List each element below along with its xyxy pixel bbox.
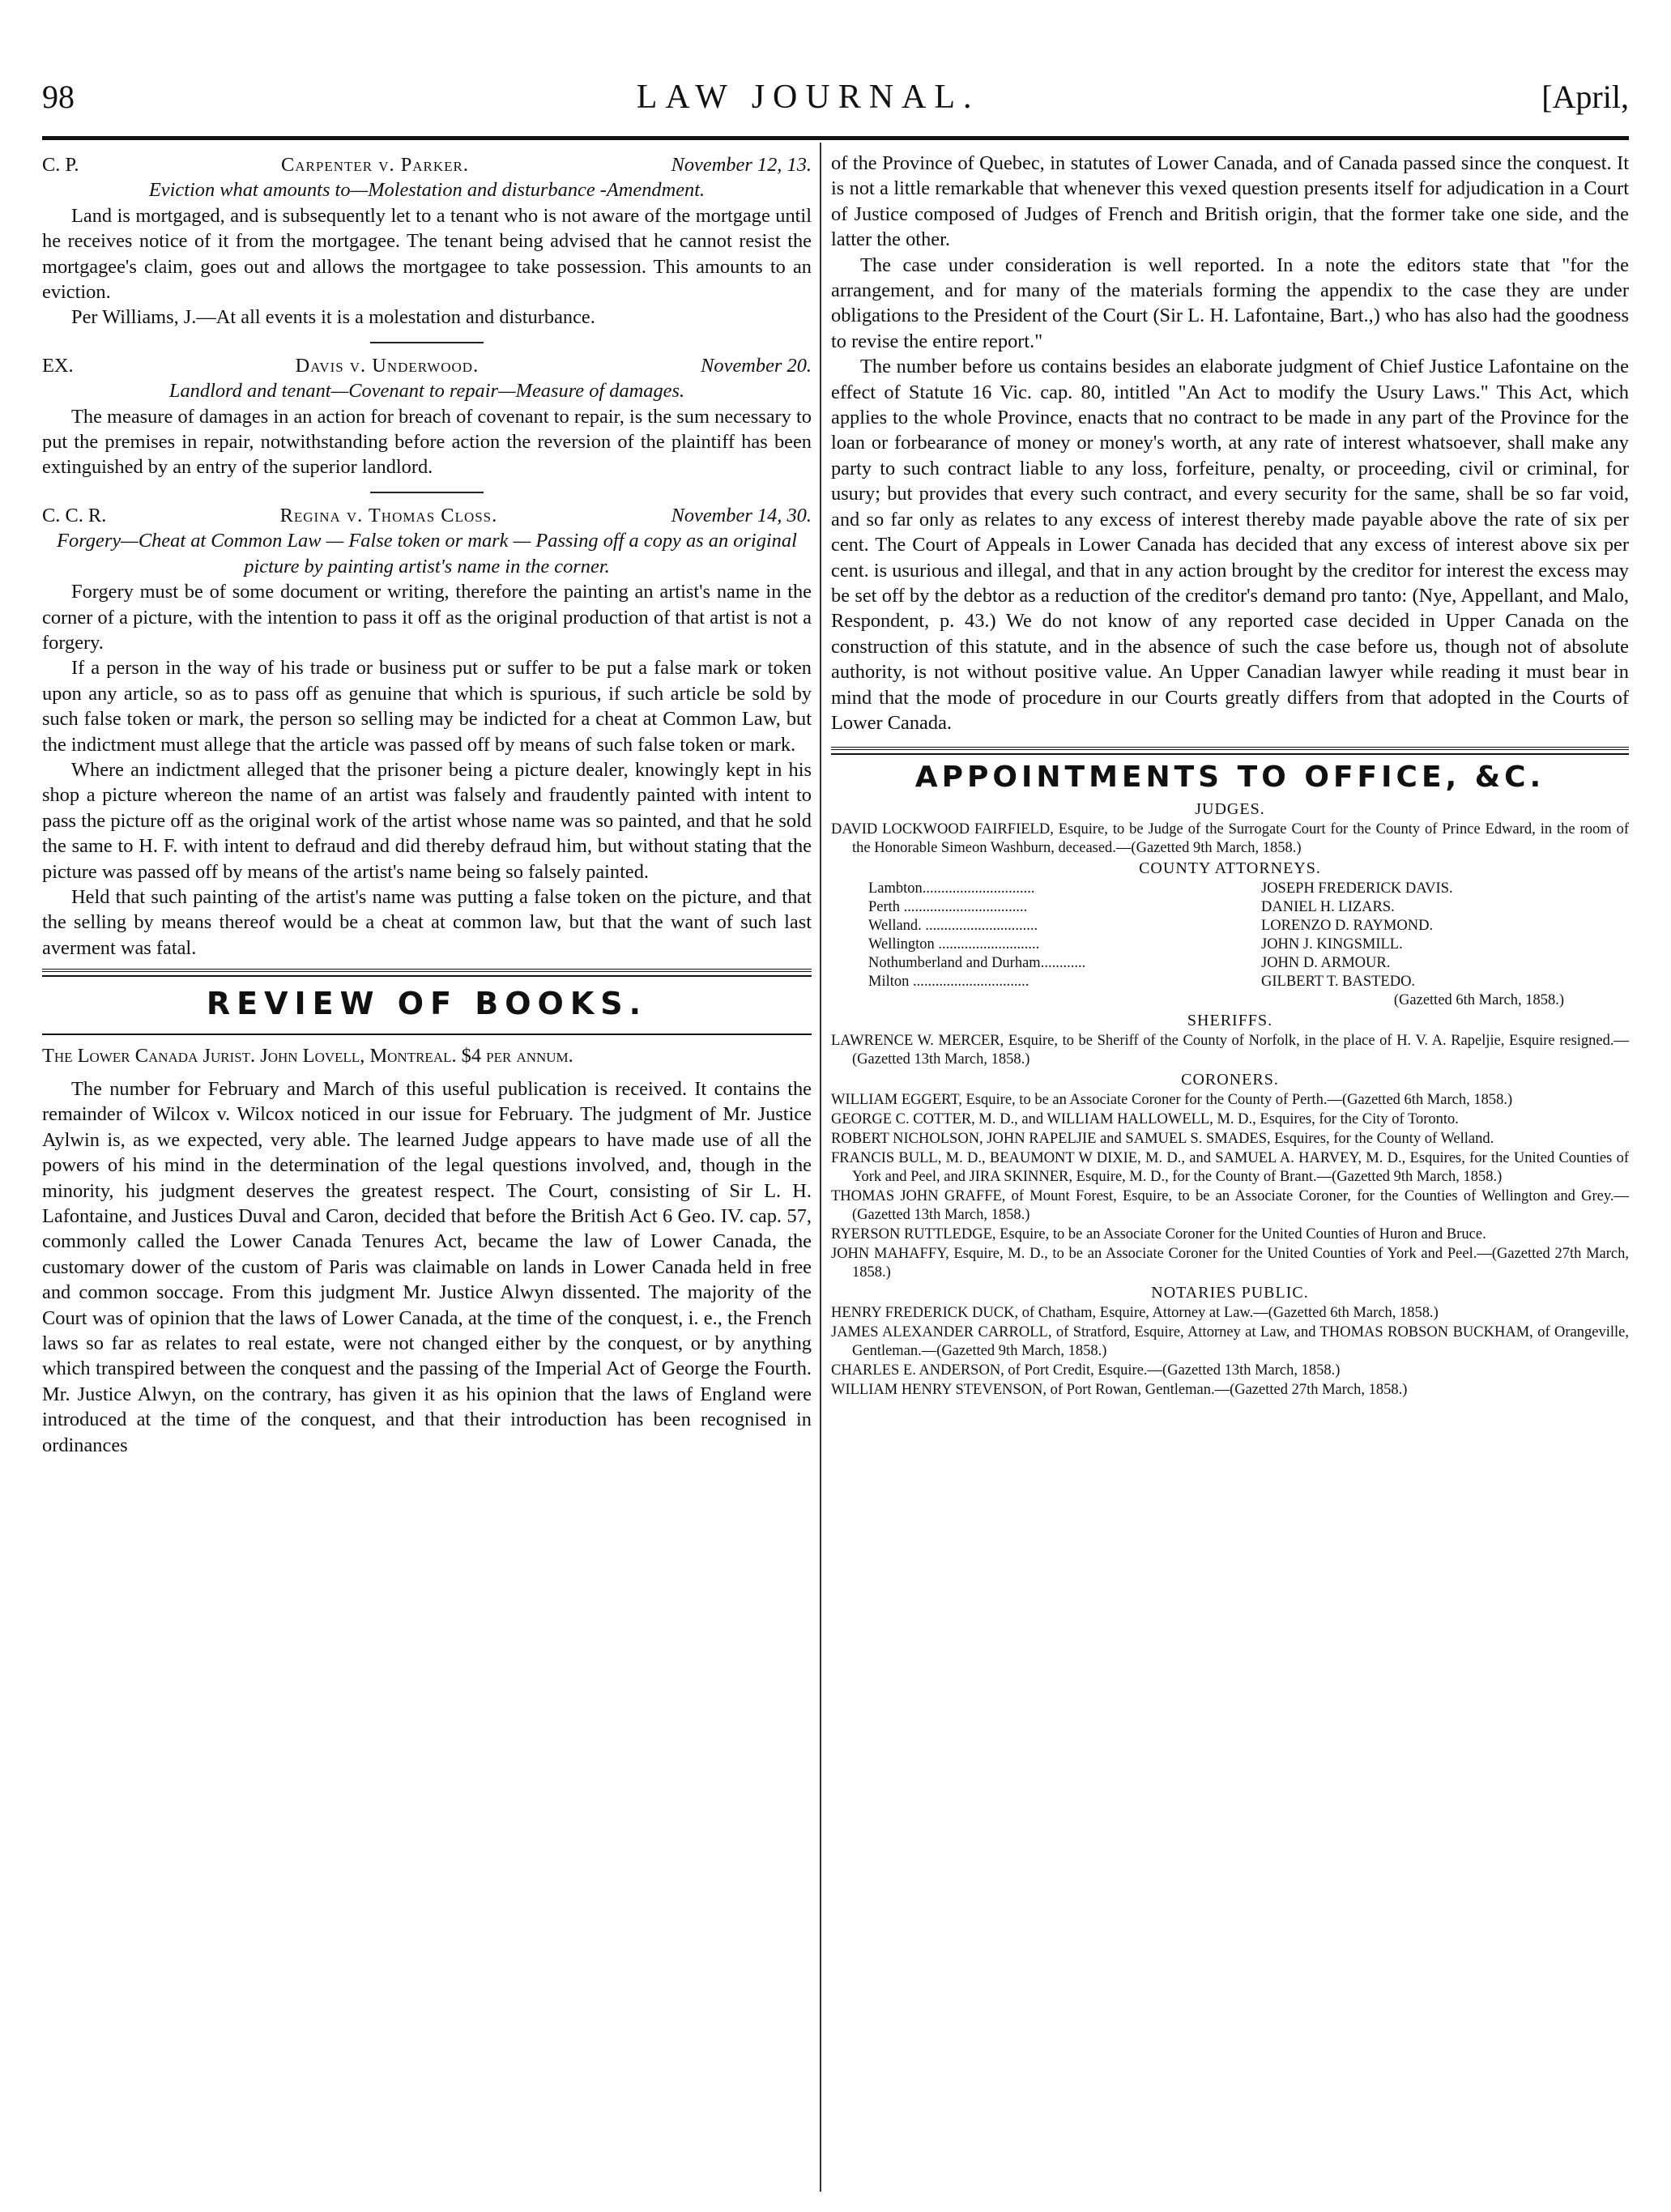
case-carpenter-parker [42, 152, 812, 330]
case-date: November 20. [701, 354, 812, 377]
page-number: 98 [42, 79, 75, 115]
case-heading [42, 503, 812, 528]
right-column [831, 151, 1629, 1400]
case-paragraph: Per Williams, J.—At all events it is a molestation and disturbance. [71, 306, 595, 329]
appointment-entry: HENRY FREDERICK DUCK, of Chatham, Esquire, Attorney at Law.—(Gazetted 6th March, 1858.) [831, 1304, 1439, 1321]
journal-title: LAW JOURNAL. [636, 79, 980, 116]
court-label: C. P. [42, 154, 79, 176]
attorneys-gazette: (Gazetted 6th March, 1858.) [1393, 991, 1564, 1008]
appointment-entry: JAMES ALEXANDER CARROLL, of Stratford, Esquire, Attorney at Law, and THOMAS ROBSON BUCKHAM, of Orangeville, Gentleman.—(Gazetted 9th March, 1858.) [831, 1323, 1629, 1359]
court-label: EX. [42, 354, 74, 377]
section-rule [42, 1034, 812, 1035]
appointment-entry: LAWRENCE W. MERCER, Esquire, to be Sheriff of the County of Norfolk, in the place of H. V. A. Rapeljie, Esquire resigned.—(Gazetted 13th March, 1858.) [831, 1032, 1629, 1068]
notaries-subhead: NOTARIES PUBLIC. [1151, 1283, 1309, 1302]
appointments-list [831, 800, 1629, 1400]
attorney-name: DANIEL H. LIZARS. [1261, 898, 1395, 915]
attorney-name: GILBERT T. BASTEDO. [1261, 973, 1416, 990]
attorney-name: JOSEPH FREDERICK DAVIS. [1261, 880, 1453, 897]
county-attorneys-subhead: COUNTY ATTORNEYS. [1139, 859, 1321, 877]
case-topic: Landlord and tenant—Covenant to repair—Measure of damages. [168, 380, 685, 403]
coroners-subhead: CORONERS. [1181, 1070, 1279, 1089]
running-head [42, 78, 1629, 130]
case-name: Davis v. Underwood. [295, 354, 480, 377]
case-separator [370, 342, 484, 343]
review-title: The Lower Canada Jurist. John Lovell, Montreal. $4 per annum. [42, 1044, 573, 1067]
case-date: November 14, 30. [671, 504, 812, 526]
judges-subhead: JUDGES. [1195, 799, 1265, 818]
attorney-name: JOHN D. ARMOUR. [1261, 954, 1391, 971]
attorney-row [831, 898, 1629, 917]
attorney-county: Milton ............................... [868, 973, 1029, 990]
attorney-county: Wellington ........................... [868, 936, 1040, 953]
case-separator [370, 492, 484, 493]
case-paragraph: Held that such painting of the artist's name was putting a false token on the picture, and that the selling by means thereof would be a cheat at common law, but that the want of such last averment was fatal. [42, 885, 812, 959]
case-paragraph: If a person in the way of his trade or business put or suffer to be put a false mark or token upon any article, so as to pass off as genuine that which is spurious, if such article be sold by such false token or mark, the person so selling may be indicted for a cheat at Common Law, but the indictment must allege that the article was passed off by means of such false token or mark. [42, 657, 812, 756]
attorney-name: JOHN J. KINGSMILL. [1261, 936, 1403, 953]
left-column [42, 151, 812, 1458]
sheriffs-subhead: SHERIFFS. [1187, 1011, 1273, 1029]
review-paragraph: The number for February and March of this useful publication is received. It contains the remainder of Wilcox v. Wilcox noticed in our issue for February. The judgment of Mr. Justice Aylwin is, as we expected, very able. The learned Judge appears to have made use of all the powers of his mind in the determination of the legal questions involved, and, though in the minority, his judgment deserves the greatest respect. The Court, consisting of Sir L. H. Lafontaine, and Justices Duval and Caron, decided that before the British Act 6 Geo. IV. cap. 57, commonly called the Lower Canada Tenures Act, became the law of Lower Canada, the customary dower of the custom of Paris was claimable on lands in Lower Canada held in free and common soccage. From this judgment Mr. Justice Alwyn dissented. The majority of the Court was of opinion that the laws of Lower Canada, at the time of the conquest, i. e., the French laws so far as relates to real estate, were not changed either by the conquest, or by anything which transpired between the conquest and the passing of the Imperial Act of George the Fourth. Mr. Justice Alwyn, on the contrary, has given it as his opinion that the laws of England were introduced at the time of the conquest, and that their introduction has been recognised in ordinances [42, 1078, 812, 1456]
attorney-county: Nothumberland and Durham............ [868, 954, 1086, 971]
appointment-entry: THOMAS JOHN GRAFFE, of Mount Forest, Esquire, to be an Associate Coroner, for the Counties of Wellington and Grey.—(Gazetted 13th March, 1858.) [831, 1187, 1629, 1223]
column-divider [820, 143, 821, 2192]
case-regina-closs [42, 503, 812, 961]
case-name: Carpenter v. Parker. [281, 154, 469, 176]
appointment-entry: FRANCIS BULL, M. D., BEAUMONT W DIXIE, M. D., and SAMUEL A. HARVEY, M. D., Esquires, for the United Counties of York and Peel, and JIRA SKINNER, Esquire, M. D., for the County of Brant.—(Gazetted 9th March, 1858.) [831, 1149, 1629, 1185]
header-rule [42, 136, 1629, 140]
case-paragraph: Forgery must be of some document or writing, therefore the painting an artist's name in the corner of a picture, with the intention to pass it off as the original production of that artist is not a forgery. [42, 581, 812, 654]
appointment-entry: CHARLES E. ANDERSON, of Port Credit, Esquire.—(Gazetted 13th March, 1858.) [831, 1362, 1341, 1379]
review-paragraph: The number before us contains besides an elaborate judgment of Chief Justice Lafontaine on the effect of Statute 16 Vic. cap. 80, intitled "An Act to modify the Usury Laws." This Act, which applies to the whole Province, enacts that no contract to be made in any part of the Province for the loan or forbearance of money or money's worth, at any rate of interest whatsoever, shall make any party to such contract liable to any loss, forfeiture, penalty, or proceeding, civil or criminal, for usury; but provides that every such contract, and every security for the same, shall be so far void, and so far only as relates to any excess of interest thereby made payable above the rate of six per cent. The Court of Appeals in Lower Canada has decided that any excess of interest above six per cent. is usurious and illegal, and that in any action brought by the creditor for interest the excess may be set off by the debtor as a reduction of the creditor's demand pro tanto: (Nye, Appellant, and Malo, Respondent, p. 43.) We do not know of any reported case decided in Upper Canada on the construction of this statute, and in the absence of such the case before us, though not of absolute authority, is not without positive value. An Upper Canadian lawyer while reading it must bear in mind that the mode of procedure in our Courts greatly differs from that adopted in the Courts of Lower Canada. [831, 356, 1629, 734]
attorney-row [831, 880, 1629, 898]
case-heading [42, 353, 812, 378]
appointments-heading: APPOINTMENTS TO OFFICE, &C. [914, 761, 1545, 795]
attorney-row [831, 954, 1629, 973]
case-paragraph: The measure of damages in an action for breach of covenant to repair, is the sum necessary to put the premises in repair, notwithstanding before action the reversion of the plaintiff has been extinguished by an entry of the superior landlord. [42, 405, 812, 479]
review-paragraph: The case under consideration is well reported. In a note the editors state that "for the arrangement, and for many of the materials forming the appendix to the case they are under obligations to the President of the Court (Sir L. H. Lafontaine, Bart.,) who has also had the goodness to revise the entire report." [831, 254, 1629, 352]
attorney-row [831, 917, 1629, 936]
attorney-county: Perth ................................. [868, 898, 1028, 915]
appointment-entry: GEORGE C. COTTER, M. D., and WILLIAM HALLOWELL, M. D., Esquires, for the City of Toronto. [831, 1110, 1459, 1127]
case-paragraph: Where an indictment alleged that the prisoner being a picture dealer, knowingly kept in his shop a picture whereon the name of an artist was falsely and fraudently painted with intent to pass the picture off as the original work of the artist whose name was so painted, and that he sold the same to H. F. with intent to defraud and did thereby defraud him, but without stating that the picture was passed off by means of the artist's name being so falsely painted. [42, 758, 812, 883]
appointment-entry: RYERSON RUTTLEDGE, Esquire, to be an Associate Coroner for the United Counties of Huron and Bruce. [831, 1225, 1486, 1242]
case-date: November 12, 13. [671, 154, 812, 176]
attorney-row [831, 936, 1629, 954]
review-of-books-heading: REVIEW OF BOOKS. [206, 986, 648, 1022]
case-name: Regina v. Thomas Closs. [279, 504, 498, 526]
attorney-row [831, 973, 1629, 991]
case-heading [42, 152, 812, 177]
case-topic: Eviction what amounts to—Molestation and disturbance -Amendment. [148, 179, 705, 202]
appointment-entry: DAVID LOCKWOOD FAIRFIELD, Esquire, to be Judge of the Surrogate Court for the County of Prince Edward, in the room of the Honorable Simeon Washburn, deceased.—(Gazetted 9th March, 1858.) [831, 820, 1629, 856]
appointment-entry: ROBERT NICHOLSON, JOHN RAPELJIE and SAMUEL S. SMADES, Esquires, for the County of Welland. [831, 1130, 1494, 1147]
section-rule [831, 747, 1629, 755]
section-rule [42, 969, 812, 977]
attorney-county: Lambton.............................. [868, 880, 1035, 897]
case-topic: Forgery—Cheat at Common Law — False token or mark — Passing off a copy as an original picture by painting artist's name in the corner. [57, 530, 797, 578]
court-label: C. C. R. [42, 504, 107, 526]
attorney-county: Welland. .............................. [868, 917, 1038, 934]
case-davis-underwood [42, 353, 812, 480]
appointment-entry: WILLIAM EGGERT, Esquire, to be an Associate Coroner for the County of Perth.—(Gazetted 6th March, 1858.) [831, 1091, 1513, 1108]
appointment-entry: JOHN MAHAFFY, Esquire, M. D., to be an Associate Coroner for the United Counties of York and Peel.—(Gazetted 27th March, 1858.) [831, 1245, 1629, 1281]
attorney-name: LORENZO D. RAYMOND. [1261, 917, 1434, 934]
month-label: [April, [1541, 79, 1629, 115]
case-paragraph: Land is mortgaged, and is subsequently let to a tenant who is not aware of the mortgage until he receives notice of it from the mortgagee. The tenant being advised that he cannot resist the mortgagee's claim, goes out and allows the mortgagee to take possession. This amounts to an eviction. [42, 204, 812, 304]
appointment-entry: WILLIAM HENRY STEVENSON, of Port Rowan, Gentleman.—(Gazetted 27th March, 1858.) [831, 1381, 1408, 1398]
review-continued-paragraph: of the Province of Quebec, in statutes of Lower Canada, and of Canada passed since the conquest. It is not a little remarkable that whenever this vexed question presents itself for adjudication in a Court of Justice composed of Judges of French and British origin, that the former take one side, and the latter the other. [831, 152, 1629, 251]
